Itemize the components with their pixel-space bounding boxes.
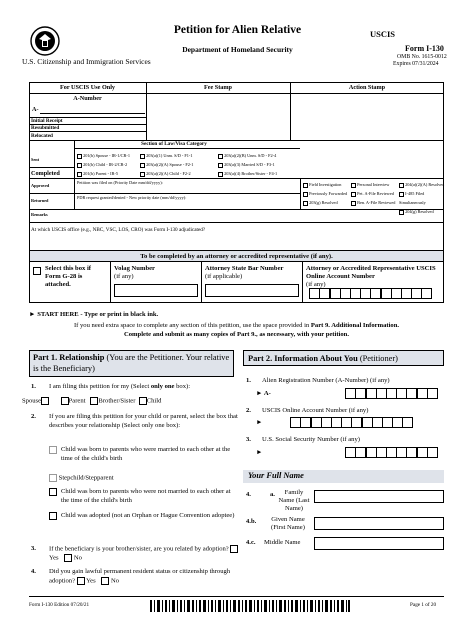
q1-text: I am filing this petition for my (Select only one box): [49, 383, 191, 390]
ssn-cells[interactable] [346, 447, 438, 458]
arrow-right-icon: ► [29, 311, 36, 318]
parent-checkbox[interactable] [61, 397, 69, 405]
bar-number-sub: (if applicable) [205, 273, 243, 280]
bar-number-label: Attorney State Bar Number [205, 265, 284, 272]
start-here: ► START HERE - Type or print in black ink. [29, 311, 159, 318]
department-name: Department of Homeland Security [182, 45, 293, 54]
priority-date-filed: Petition was filed on (Priority Date mm/dd/yyyy): [77, 180, 163, 185]
uscis-account-sub: (if any) [306, 281, 326, 288]
q4-text: Did you gain lawful permanent resident status or citizenship through adoption? Yes No [49, 568, 231, 585]
row-approved: Approved [31, 183, 50, 188]
stepchild-checkbox[interactable] [49, 474, 57, 482]
check-box[interactable] [351, 201, 356, 206]
given-name-label: Given Name (First Name) [271, 516, 305, 531]
agency-short: USCIS [370, 29, 396, 39]
adjudication-checks: Field Investigation Previously Forwarded 203(g) Resolved Personal Interview Pet. A-File Reviewed Ben. A-File Reviewed 204(a)(2)(A) Resolved I-485 Filed Simultaneously 204(g) Resolved [303, 180, 445, 216]
p2-q3-arrow [256, 449, 263, 456]
family-name-label: Family Name (Last Name) [278, 489, 310, 512]
middle-name-label: Middle Name [264, 539, 301, 546]
married-checkbox[interactable] [49, 446, 57, 454]
instructions-line2: Complete and submit as many copies of Part 9., as necessary, with your petition. [124, 331, 349, 338]
q3-no-checkbox[interactable] [64, 554, 72, 562]
law-categories: 201(b) Spouse - IR-1/CR-1 201(b) Child - IR-2/CR-2 201(b) Parent - IR-5 203(a)(1) Unm. S/D - F1-1 203(a)(2)(A) Spouse - F2-1 203(a)(2)(A) Child - F2-2 203(a)(2)(B) Unm. S/D - F2-4 203(a)(3) Married S/D - F3-1 203(a)(4) Brother/Sister - F4-1 [77, 151, 302, 178]
p2-q1-num: 1. [246, 377, 251, 384]
check-box[interactable] [303, 192, 308, 197]
row-returned: Returned [31, 198, 49, 203]
footer-page: Page 1 of 20 [410, 602, 437, 608]
law-checkbox[interactable] [140, 154, 145, 159]
form-title: Petition for Alien Relative [173, 24, 302, 36]
full-name-header: Your Full Name [243, 470, 444, 483]
p2-q1-label: Alien Registration Number (A-Number) (if any) [262, 377, 390, 384]
pdr-request: PDR request granted/denied - New priority date (mm/dd/yyyy): [77, 195, 187, 200]
a-number-prefix: A- [32, 106, 39, 113]
check-box[interactable] [303, 201, 308, 206]
p2-q2-num: 2. [246, 407, 251, 414]
check-box[interactable] [399, 192, 404, 197]
p2-q4a-sub: a. [270, 491, 275, 498]
spouse-checkbox[interactable] [41, 397, 49, 405]
a-number-field[interactable] [40, 104, 145, 114]
child-checkbox[interactable] [139, 397, 147, 405]
q4-yes-checkbox[interactable] [77, 577, 85, 585]
law-section-title: Section of Law/Visa Category [141, 141, 207, 147]
a-number-label: A-Number [73, 95, 102, 102]
part2-header: Part 2. Information About You (Petitioner) [243, 350, 444, 366]
action-stamp-label: Action Stamp [348, 84, 386, 91]
p2-q2-label: USCIS Online Account Number (if any) [262, 407, 369, 414]
check-box[interactable] [399, 183, 404, 188]
attorney-title: To be completed by an attorney or accredited representative (if any). [30, 251, 443, 262]
law-checkbox[interactable] [218, 154, 223, 159]
row-sent: Sent [31, 157, 40, 162]
expiration-date: Expires 07/31/2024 [393, 61, 439, 67]
p2-q4c-num: 4.c. [246, 539, 256, 546]
part1-header: Part 1. Relationship (You are the Petitioner. Your relative is the Beneficiary) [29, 350, 234, 377]
volag-label: Volag Number [114, 265, 155, 272]
uscis-use-title: For USCIS Use Only [59, 84, 116, 91]
bar-number-input[interactable] [205, 284, 299, 297]
check-box[interactable] [399, 210, 404, 215]
g28-label: Select this box if Form G-28 is attached. [45, 265, 91, 288]
check-box[interactable] [351, 192, 356, 197]
uscis-office-question: At which USCIS office (e.g., NBC, VSC, LOS, CRO) was Form I-130 adjudicated? [31, 227, 206, 233]
row-initial-receipt: Initial Receipt [31, 118, 63, 124]
q1-options: Spouse Parent Brother/Sister Child [22, 397, 162, 405]
law-checkbox[interactable] [218, 172, 223, 177]
p2-q2-arrow [256, 419, 263, 426]
q2-num: 2. [31, 413, 36, 420]
check-box[interactable] [351, 183, 356, 188]
row-relocated: Relocated [31, 133, 53, 139]
family-name-input[interactable] [314, 490, 444, 503]
arrow-right-icon: ► [256, 449, 263, 456]
middle-name-input[interactable] [314, 537, 444, 550]
q2-text: If you are filing this petition for your child or parent, select the box that describes your relationship (Select only one box): [49, 413, 238, 429]
row-completed: Completed [31, 170, 60, 177]
volag-sub: (if any) [114, 273, 134, 280]
online-account-cells[interactable] [291, 417, 413, 428]
agency-name: U.S. Citizenship and Immigration Services [22, 57, 151, 66]
q4-num: 4. [31, 568, 36, 575]
barcode [150, 600, 350, 612]
arrow-right-icon: ► [256, 419, 263, 426]
instructions-line1: If you need extra space to complete any section of this petition, use the space provided in Part 9. Additional Information. [73, 322, 400, 329]
fee-stamp-label: Fee Stamp [203, 84, 232, 91]
uscis-account-cells[interactable] [310, 288, 432, 299]
row-remarks: Remarks [31, 212, 48, 217]
given-name-input[interactable] [314, 517, 444, 530]
arrow-right-icon: ► [256, 390, 263, 397]
volag-input[interactable] [114, 284, 198, 297]
p2-q3-label: U.S. Social Security Number (if any) [262, 436, 360, 443]
law-checkbox[interactable] [77, 154, 82, 159]
p2-q4b-num: 4.b. [246, 518, 257, 525]
law-checkbox[interactable] [140, 172, 145, 177]
q4-no-checkbox[interactable] [101, 577, 109, 585]
not-married-checkbox[interactable] [49, 488, 57, 496]
law-checkbox[interactable] [77, 163, 82, 168]
uscis-account-label: Attorney or Accredited Representative USCIS Online Account Number [306, 265, 436, 280]
q3-text: If the beneficiary is your brother/sister, are you related by adoption? Yes No [49, 545, 239, 563]
omb-number: OMB No. 1615-0012 [397, 54, 447, 60]
q2-option-adopted: Child was adopted (not an Orphan or Hague Convention adoptee) [49, 512, 239, 521]
law-checkbox[interactable] [140, 163, 145, 168]
q3-yes-checkbox[interactable] [230, 545, 238, 553]
footer-edition: Form I-130 Edition 07/20/21 [29, 602, 90, 608]
dhs-seal [30, 26, 60, 56]
form-number: Form I-130 [405, 44, 444, 53]
law-checkbox[interactable] [77, 172, 82, 177]
q1-num: 1. [31, 383, 36, 390]
g28-checkbox[interactable] [33, 267, 41, 275]
q2-option-not-married: Child was born to parents who were not married to each other at the time of the child's birth [49, 488, 239, 505]
p2-q3-num: 3. [246, 436, 251, 443]
law-checkbox[interactable] [218, 163, 223, 168]
q2-option-married: Child was born to parents who were married to each other at the time of the child's birth [49, 446, 239, 463]
p2-q4a-num: 4. [246, 491, 251, 498]
check-box[interactable] [303, 183, 308, 188]
row-resubmitted: Resubmitted [31, 125, 60, 131]
q3-num: 3. [31, 545, 36, 552]
adopted-checkbox[interactable] [49, 512, 57, 520]
q2-option-stepchild: Stepchild/Stepparent [49, 474, 239, 482]
a-number-cells[interactable] [346, 388, 438, 399]
p2-a-prefix: ► A- [256, 390, 271, 397]
